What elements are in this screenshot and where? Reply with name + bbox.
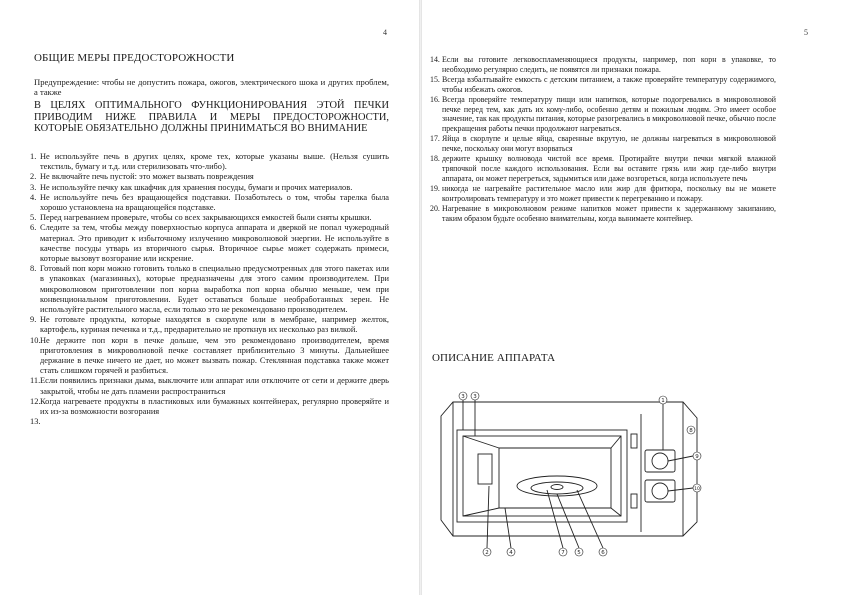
glass-tray bbox=[517, 476, 597, 496]
list-item: 6. Следите за тем, чтобы между поверхностью корпуса аппарата и дверкой не попал чужеродный материал. Это приводит к избыточному излучению микроволновой энергии. Не используйте в качестве посуды утварь из вторичного сырья. Вторичное сырье может содержать примеси, которые вызовут возгорание или искрение. bbox=[30, 223, 389, 264]
callout-label: 6 bbox=[601, 550, 605, 556]
list-item: 20. Нагревание в микроволновом режиме напитков может привести к задержанному закипанию, таким образом будьте особенно внимательны, когда вынимаете контейнер. bbox=[430, 203, 776, 223]
callout-label: 9 bbox=[695, 454, 699, 460]
section-heading: ОБЩИЕ МЕРЫ ПРЕДОСТОРОЖНОСТИ bbox=[34, 52, 235, 64]
caps-line: В ЦЕЛЯХ ОПТИМАЛЬНОГО ФУНКЦИОНИРОВАНИЯ ЭТОЙ ПЕЧКИ bbox=[34, 100, 389, 111]
list-item: 3. Не используйте печку как шкафчик для хранения посуды, бумаги и прочих материалов. bbox=[30, 182, 353, 192]
callout-label: 3 bbox=[461, 394, 465, 400]
list-item: 18. держите крышку волновода чистой все время. Протирайте внутри печки мягкой влажной тряпочкой после каждого использования. Если вы оставите грязь или жир где-либо внутри аппарата, он может перегреться, задымиться или даже возгореться, когда используете печь bbox=[430, 154, 776, 183]
list-item: 15. Всегда взбалтывайте емкость с детским питанием, а также проверяйте температуру содержимого, чтобы избежать ожогов. bbox=[430, 74, 776, 94]
list-item: 11. Если появились признаки дыма, выключите или аппарат или отключите от сети и держите дверь закрытой, чтобы не дать пламени распространиться bbox=[30, 376, 389, 396]
callout-label: 7 bbox=[561, 550, 565, 556]
timer-knob bbox=[652, 483, 668, 499]
microwave-diagram bbox=[427, 390, 717, 570]
callout-label: 3 bbox=[473, 394, 477, 400]
caps-line: КОТОРЫЕ ОБЯЗАТЕЛЬНО ДОЛЖНЫ ПРИНИМАТЬСЯ ВО ВНИМАНИЕ bbox=[34, 123, 368, 135]
list-item: 19. никогда не нагревайте растительное масло или жир для фритюра, поскольку вы не можете контролировать температуру и это может привести к перегреванию и пожару. bbox=[430, 183, 776, 203]
list-item: 10. Не держите поп корн в печке дольше, чем это рекомендовано производителем, время приготовления в микроволновой печке составляет приблизительно 3 минуты. Дальнейшее держание в печке ничего не дает, но может вызвать пожар. Стеклянная подставка также может стать слишком горячей и разбиться. bbox=[30, 335, 389, 376]
page-number: 5 bbox=[804, 28, 808, 37]
callout-label: 4 bbox=[509, 550, 513, 556]
list-item: 1. Не используйте печь в других целях, кроме тех, которые указаны выше. (Нельзя сушить текстиль, бумагу и т.д. или стерилизовать что-либо). bbox=[30, 152, 389, 172]
callout-label: 8 bbox=[689, 428, 693, 434]
list-item: 14. Если вы готовите легковоспламеняющиеся продукты, например, поп корн в упаковке, то необходимо регулярно следить, не появятся ли признаки пожара. bbox=[430, 55, 776, 74]
list-item: 2. Не включайте печь пустой: это может вызвать повреждения bbox=[30, 172, 254, 182]
callout-label: 2 bbox=[485, 550, 489, 556]
list-item: 8. Готовый поп корн можно готовить только в специально предусмотренных для этого пакетах или в упаковках (магазинных), которые предназначены для этого самим производителем. При микроволновом приготовлении поп корна выработка поп корна обычно меньше, чем при конвенциональном приготовлении. Будет оставаться больше необработанных зерен. Не используйте растительного масла, если только это не рекомендовано производителем. bbox=[30, 264, 389, 315]
diagram-heading: ОПИСАНИЕ АППАРАТА bbox=[432, 352, 556, 364]
list-item: 12. Когда нагреваете продукты в пластиковых или бумажных контейнерах, регулярно проверяйте и их из-за возможности возгорания bbox=[30, 396, 389, 417]
power-knob bbox=[652, 453, 668, 469]
callout-label: 1 bbox=[661, 398, 665, 404]
roller-ring bbox=[531, 482, 583, 494]
list-item: 17. Яйца в скорлупе и целые яйца, сваренные вкрутую, не должны нагреваться в микроволновой печке, поскольку они могут взорваться bbox=[430, 134, 776, 154]
list-item: 9. Не готовьте продукты, которые находятся в скорлупе или в мембране, например желток, картофель, куриная печенка и т.д., предварительно не проткнув их несколько раз вилкой. bbox=[30, 315, 389, 335]
turntable-shaft bbox=[551, 485, 563, 490]
list-item: 16. Всегда проверяйте температуру пищи или напитков, которые подогревались в микроволновой печке перед тем, как дать их кому-либо, особенно детям и пожилым людям. Это имеет особое значение, так как продукты питания, которые разогревались в микроволновой печке, обычно после прекращения работы печки продолжают нагреваться. bbox=[430, 94, 776, 134]
right-page bbox=[421, 0, 842, 595]
caps-paragraph bbox=[34, 100, 389, 135]
list-item: 5. Перед нагреванием проверьте, чтобы со всех закрывающихся емкостей были сняты крышки. bbox=[30, 213, 372, 223]
caps-line: ПРИВОДИМ НИЖЕ ПРАВИЛА И МЕРЫ ПРЕДОСТОРОЖНОСТИ, bbox=[34, 111, 389, 123]
page-number: 4 bbox=[383, 28, 387, 37]
callout-label: 5 bbox=[577, 550, 581, 556]
list-item: 4. Не используйте печь без вращающейся подставки. Позаботьтесь о том, чтобы тарелка была хорошо установлена на вращающейся подставке. bbox=[30, 192, 389, 213]
precautions-list-continued bbox=[430, 55, 776, 223]
precautions-list: 1. Не используйте печь в других целях, кроме тех, которые указаны выше. (Нельзя сушить текстиль, бумагу и т.д. или стерилизовать что-либо). 2. Не включайте печь пустой: это может вызвать повреждения 3. Не используйте печку как шкафчик для хранения посуды, бумаги и прочих материалов. 4. Не используйте печь без вращающейся подставки. Позаботьтесь о том, чтобы тарелка была хорошо установлена на вращающейся подставке. 5. Перед нагреванием проверьте, чтобы со всех закрывающихся емкостей были сняты крышки. 6. Следите за тем, чтобы между поверхностью корпуса аппарата и дверкой не попал чужеродный материал. Это приводит к избыточному излучению микроволновой энергии. Не используйте в качестве посуды утварь из вторичного сырья. Вторичное сырье может содержать примеси, которые вызовут возгорание или искрение. 8. Готовый поп корн можно готовить только в специально предусмотренных для этого пакетах или в упаковках (магазинных), которые предназначены для этого самим производителем. При микроволновом приготовлении поп корна выработка поп корна обычно меньше, чем при конвенциональном приготовлении. Будет оставаться больше необработанных зерен. Не используйте растительного масла, если только это не рекомендовано производителем. 9. Не готовьте продукты, которые находятся в скорлупе или в мембране, например желток, картофель, куриная печенка и т.д., предварительно не проткнув их несколько раз вилкой. 10. Не держите поп корн в печке дольше, чем это рекомендовано производителем, время приготовления в микроволновой печке составляет приблизительно 3 минуты. Дальнейшее держание в печке ничего не дает, но может вызвать пожар. Стеклянная подставка также может стать слишком горячей и разбиться. 11. Если появились признаки дыма, выключите или аппарат или отключите от сети и держите дверь закрытой, чтобы не дать пламени распространиться 12. Когда нагреваете продукты в пластиковых или бумажных контейнерах, регулярно проверяйте и их из-за возможности возгорания 13. bbox=[30, 152, 389, 427]
waveguide-cover bbox=[478, 454, 492, 484]
warning-text: Предупреждение: чтобы не допустить пожара, ожогов, электрического шока и других проблем, а также bbox=[34, 77, 389, 98]
callout-label: 10 bbox=[694, 487, 700, 492]
